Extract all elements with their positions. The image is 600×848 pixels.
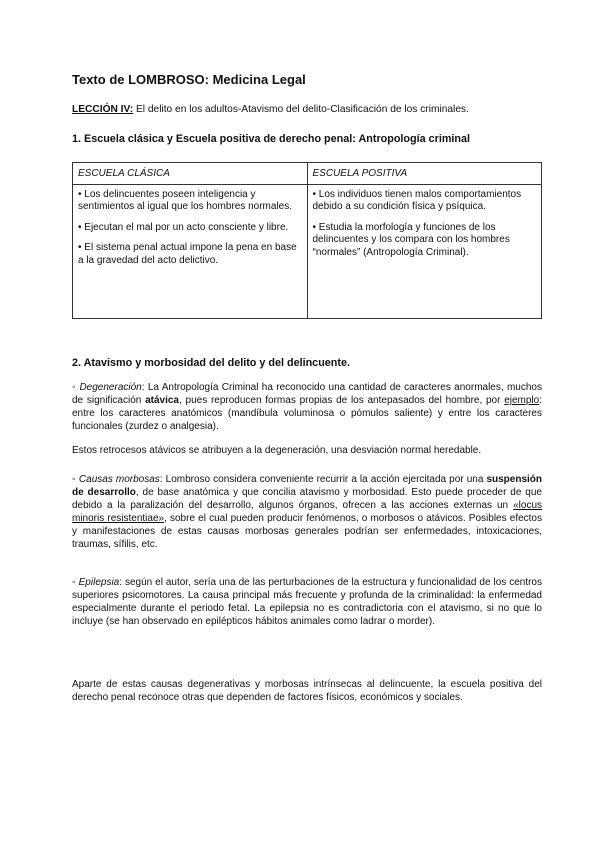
term-causas: Causas morbosas — [78, 474, 160, 485]
term-degeneracion: Degeneración — [79, 382, 142, 393]
list-item: • Estudia la morfología y funciones de los delincuentes y los compara con los hombres “normales” (Antropología Criminal). — [312, 221, 510, 258]
bullet-icon: ◦ — [72, 577, 79, 588]
cell-positive — [307, 184, 542, 318]
list-item: • El sistema penal actual impone la pena en base a la gravedad del acto delictivo. — [78, 242, 297, 266]
text-segment: , sobre el cual pueden producir fenómenos, o morbosos o atávicos. Posibles efectos y manifestaciones de estas causas morbosas generales podrían ser enfermedades, intoxicaciones, traumas, sífilis, etc. — [72, 513, 542, 550]
text-segment: : según el autor, sería una de las perturbaciones de la estructura y funcionalidad de los centros superiores psicomotores. La causa principal más frecuente y profunda de la criminalidad: la enfermedad especialmente durante el periodo fetal. La epilepsia no es contradictoria con el atavismo, si no que lo incluye (se han observado en epilépticos hábitos animales como ladrar o morder). — [72, 577, 542, 627]
text-segment: : La Antropología Criminal ha reconocido una cantidad de caracteres anormales, muchos de significación — [72, 382, 542, 406]
cell-classic — [73, 184, 308, 318]
paragraph-closing: Aparte de estas causas degenerativas y morbosas intrínsecas al delincuente, la escuela positiva del derecho penal reconoce otras que dependen de factores físicos, económicos y sociales. — [72, 679, 542, 703]
table-row — [73, 184, 542, 318]
paragraph-epilepsia — [72, 576, 542, 628]
comparison-table — [72, 162, 542, 319]
section1-heading: 1. Escuela clásica y Escuela positiva de derecho penal: Antropología criminal — [72, 133, 471, 145]
list-item: • Los individuos tienen malos comportamientos debido a su condición física y psíquica. — [312, 188, 522, 212]
term-epilepsia: Epilepsia — [78, 577, 120, 588]
text-segment: : Lombroso considera conveniente recurrir a la acción ejercitada por una — [159, 474, 487, 485]
bold-term: atávica — [145, 395, 179, 406]
lesson-line — [72, 104, 469, 115]
text-segment: , pues reproducen formas propias de los antepasados del hombre, por — [179, 395, 505, 406]
bold-term: suspensión de desarrollo — [72, 474, 543, 498]
paragraph-degeneracion — [72, 381, 542, 433]
underlined-term: ejemplo — [504, 395, 540, 406]
section2-heading: 2. Atavismo y morbosidad del delito y del delincuente. — [72, 357, 350, 369]
paragraph-degeneracion-extra: Estos retrocesos atávicos se atribuyen a la degeneración, una desviación normal heredable. — [72, 445, 482, 456]
header-classic: ESCUELA CLÁSICA — [73, 163, 308, 185]
lesson-label: LECCIÓN IV: — [72, 104, 134, 115]
text-segment: : entre los caracteres anatómicos (mandíbula voluminosa o pómulos saliente) y entre los caracteres funcionales (zurdez o analgesia). — [72, 395, 542, 432]
list-item: • Los delincuentes poseen inteligencia y sentimientos al igual que los hombres normales. — [78, 188, 292, 212]
header-positive: ESCUELA POSITIVA — [307, 163, 542, 185]
list-item: • Ejecutan el mal por un acto consciente y libre. — [78, 221, 289, 233]
document-title: Texto de LOMBROSO: Medicina Legal — [72, 72, 306, 87]
lesson-text: El delito en los adultos-Atavismo del delito-Clasificación de los criminales. — [133, 104, 469, 115]
underlined-term: «locus minoris resistentiae» — [72, 500, 542, 524]
text-segment: , de base anatómica y que concilia atavismo y morbosidad. Esto puede proceder de que debido a la paralización del desarrollo, algunos órganos, ofrecen a las acciones externas un — [72, 487, 542, 511]
table-header-row — [73, 163, 542, 185]
paragraph-causas — [72, 473, 542, 551]
bullet-icon: ◦ — [72, 382, 80, 393]
bullet-icon: ◦ — [72, 474, 79, 485]
